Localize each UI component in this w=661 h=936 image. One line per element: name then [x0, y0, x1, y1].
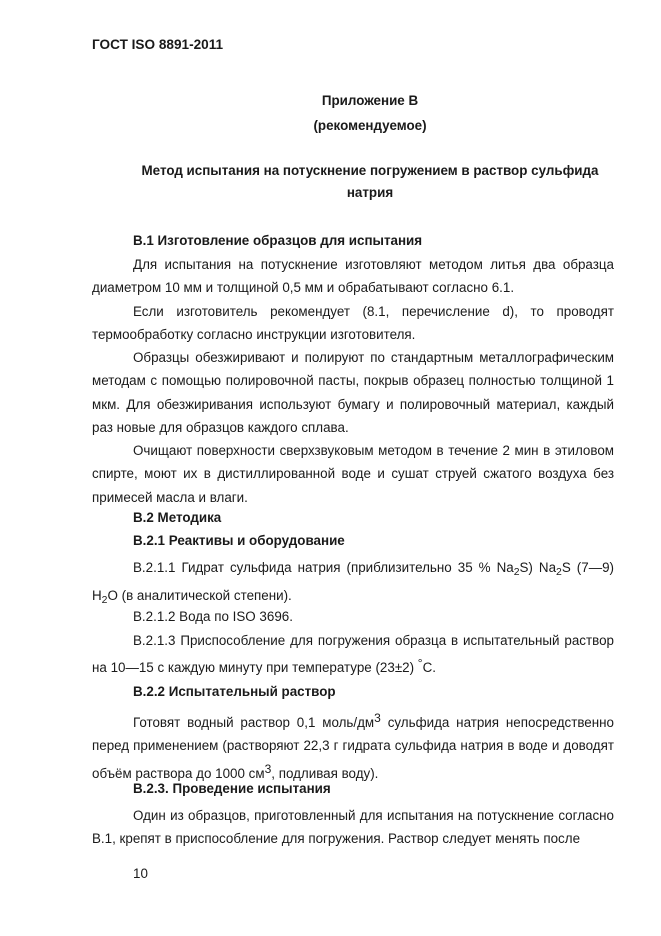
item-b211-text-c: S (7—9) H: [92, 560, 614, 604]
appendix-title-line2: натрия: [346, 185, 394, 200]
section-b21-heading: В.2.1 Реактивы и оборудование: [133, 533, 345, 548]
item-b211-sub2: 2: [556, 567, 562, 578]
paragraph-b22-text-c: , подливая воду).: [271, 765, 379, 781]
paragraph-b23: Один из образцов, приготовленный для испытания на потускнение согласно В.1, крепят в приспособление для погружения. Раствор следует менять после: [92, 808, 614, 847]
appendix-title: [100, 160, 640, 204]
paragraph-b22-text-b: сульфида натрия непосредственно перед применением (растворяют 22,3 г гидрата сульфида натрия в воде и доводят объём раствора до 1000 см: [92, 715, 614, 781]
item-b213: [92, 629, 614, 680]
item-b211-sub1: 2: [513, 567, 520, 578]
item-b211-text-d: O (в аналитической степени).: [107, 588, 292, 604]
paragraph-b22: [92, 707, 614, 785]
item-b211-sub3: 2: [101, 595, 108, 607]
page-number: 10: [133, 866, 148, 881]
item-b213-text-b: С.: [422, 660, 437, 676]
item-b212: В.2.1.2 Вода по ISO 3696.: [133, 609, 293, 624]
appendix-name: Приложение В: [321, 93, 419, 108]
item-b211-text-a: В.2.1.1 Гидрат сульфида натрия (приблизительно 35 % Na: [133, 560, 514, 575]
paragraph-b1-4: Очищают поверхности сверхзвуковым методом в течение 2 мин в этиловом спирте, моют их в дистиллированной воде и сушат струей сжатого воздуха без примесей масла и влаги.: [92, 443, 614, 505]
paragraph-b22-sup1: 3: [374, 711, 381, 725]
document-code: ГОСТ ISO 8891-2011: [92, 37, 224, 52]
appendix-status: (рекомендуемое): [313, 118, 427, 133]
section-b2-heading: В.2 Методика: [133, 510, 222, 525]
section-b1-heading: В.1 Изготовление образцов для испытания: [133, 233, 423, 248]
section-b23-heading: В.2.3. Проведение испытания: [133, 781, 331, 796]
item-b211: [92, 556, 614, 613]
appendix-title-line1: Метод испытания на потускнение погружением в раствор сульфида: [141, 163, 599, 178]
item-b213-text-a: В.2.1.3 Приспособление для погружения образца в испытательный раствор на 10—15 с каждую минуту при температуре (23±2): [92, 633, 614, 676]
paragraph-b1-2: Если изготовитель рекомендует (8.1, перечисление d), то проводят термообработку согласно инструкции изготовителя.: [92, 304, 614, 343]
paragraph-b1-1: Для испытания на потускнение изготовляют методом литья два образца диаметром 10 мм и толщиной 0,5 мм и обрабатывают согласно 6.1.: [92, 257, 614, 296]
item-b213-degree: °: [417, 656, 423, 671]
paragraph-b22-sup2: 3: [264, 761, 272, 776]
item-b211-text-b: S) Na: [519, 560, 557, 575]
paragraph-b1-3: Образцы обезжиривают и полируют по стандартным металлографическим методам с помощью полировочной пасты, покрыв образец полностью толщиной 1 мкм. Для обезжиривания используют бумагу и полировочный материал, каждый раз новые для образцов каждого сплава.: [92, 350, 614, 436]
section-b22-heading: В.2.2 Испытательный раствор: [133, 684, 336, 699]
paragraph-b22-text-a: Готовят водный раствор 0,1 моль/дм: [133, 715, 375, 730]
